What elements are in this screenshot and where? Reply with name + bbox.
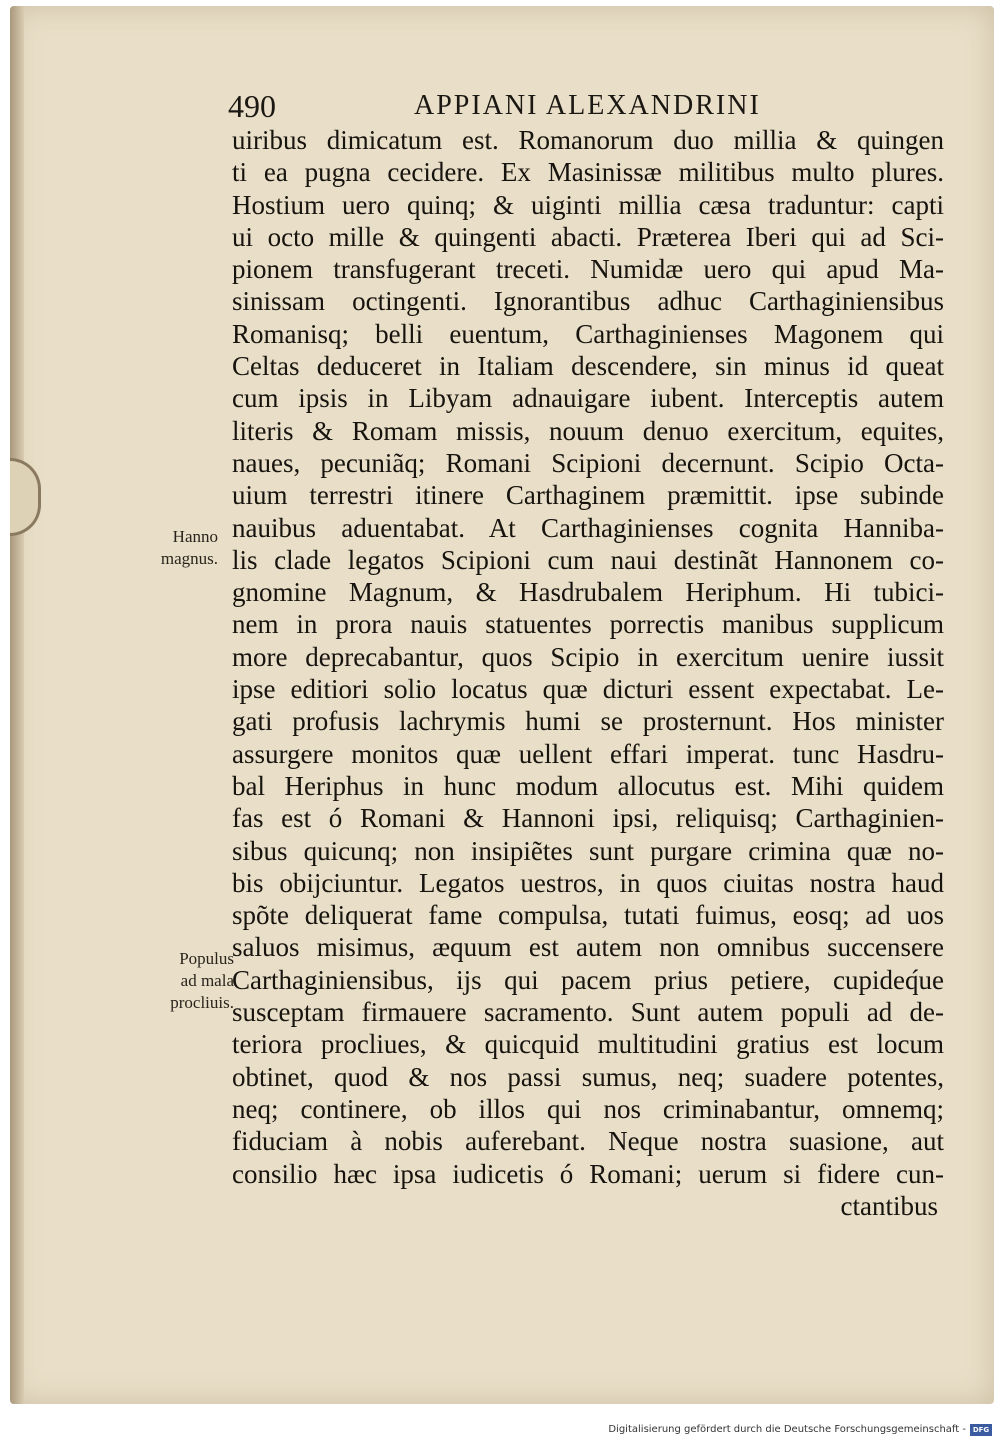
text-line: susceptam firmauere sacramento. Sunt autem populi ad de-	[232, 997, 944, 1028]
marginal-line: ad mala	[180, 971, 234, 990]
marginal-line: Hanno	[172, 527, 218, 546]
text-line: assurgere monitos quæ uellent effari imperat. tunc Hasdru-	[232, 738, 944, 769]
text-line: bis obijciuntur. Legatos uestros, in quos ciuitas nostra haud	[232, 867, 944, 898]
text-line: fas est ó Romani & Hannoni ipsi, reliquisq; Carthaginien-	[232, 803, 944, 834]
marginal-line: procliuis.	[170, 993, 234, 1012]
footer-text: Digitalisierung gefördert durch die Deutsche Forschungsgemeinschaft -	[608, 1424, 966, 1435]
text-line: Hostium uero quinq; & uiginti millia cæsa traduntur: capti	[232, 189, 944, 220]
text-line: more deprecabantur, quos Scipio in exercitum uenire iussit	[232, 641, 944, 672]
catchword: ctantibus	[840, 1190, 938, 1221]
page-clip	[10, 458, 41, 536]
text-line: nem in prora nauis statuentes porrectis manibus supplicum	[232, 609, 944, 640]
text-line: gnomine Magnum, & Hasdrubalem Heriphum. Hi tubici-	[232, 577, 944, 608]
text-line: Carthaginiensibus, ijs qui pacem prius petiere, cupideq́ue	[232, 964, 944, 995]
text-line: Romanisq; belli euentum, Carthaginienses Magonem qui	[232, 318, 944, 349]
text-line: gati profusis lachrymis humi se prosternunt. Hos minister	[232, 706, 944, 737]
digitization-footer	[608, 1422, 992, 1438]
text-line: neq; continere, ob illos qui nos criminabantur, omnemq;	[232, 1093, 944, 1124]
text-line: Celtas deduceret in Italiam descendere, sin minus id queat	[232, 351, 944, 382]
text-line: cum ipsis in Libyam adnauigare iubent. Interceptis autem	[232, 383, 944, 414]
text-line: sinissam octingenti. Ignorantibus adhuc Carthaginiensibus	[232, 286, 944, 317]
text-line: sibus quicunq; non insipiẽtes sunt purgare crimina quæ no-	[232, 835, 944, 866]
text-line: pionem transfugerant treceti. Numidæ uero qui apud Ma-	[232, 254, 944, 285]
marginal-note-hanno	[118, 526, 218, 570]
text-line: uiribus dimicatum est. Romanorum duo millia & quingen	[232, 125, 944, 155]
text-line: fiduciam à nobis auferebant. Neque nostra suasione, aut	[232, 1126, 944, 1157]
text-line: bal Heriphus in hunc modum allocutus est. Mihi quidem	[232, 770, 944, 801]
text-line: obtinet, quod & nos passi sumus, neq; suadere potentes,	[232, 1061, 944, 1092]
marginal-line: Populus	[179, 949, 234, 968]
text-line: lis clade legatos Scipioni cum naui destinãt Hannonem co-	[232, 544, 944, 575]
text-line: literis & Romam missis, nouum denuo exercitum, equites,	[232, 415, 944, 446]
text-line: saluos misimus, æquum est autem non omnibus succensere	[232, 932, 944, 963]
text-line: naues, pecuniãq; Romani Scipioni decernunt. Scipio Octa-	[232, 447, 944, 478]
running-title: APPIANI ALEXANDRINI	[414, 90, 761, 121]
text-line: nauibus aduentabat. At Carthaginienses cognita Hanniba-	[232, 512, 944, 543]
text-line: ti ea pugna cecidere. Ex Masinissæ militibus multo plures.	[232, 157, 944, 188]
dfg-logo-icon: DFG	[970, 1424, 992, 1436]
text-line: consilio hæc ipsa iudicetis ó Romani; uerum si fidere cun-	[232, 1158, 944, 1189]
page-edge	[10, 6, 24, 1404]
body-text	[232, 124, 944, 1222]
page-number: 490	[228, 88, 276, 124]
text-line: uium terrestri itinere Carthaginem præmittit. ipse subinde	[232, 480, 944, 511]
text-line: ipse editiori solio locatus quæ dicturi essent expectabat. Le-	[232, 674, 944, 705]
marginal-note-populus	[118, 948, 234, 1014]
marginal-line: magnus.	[160, 549, 218, 568]
text-line: ui octo mille & quingenti abacti. Præterea Iberi qui ad Sci-	[232, 221, 944, 252]
text-line: teriora procliues, & quicquid multitudini gratius est locum	[232, 1029, 944, 1060]
running-head	[228, 86, 818, 126]
text-line: spõte deliquerat fame compulsa, tutati fuimus, eosq; ad uos	[232, 900, 944, 931]
